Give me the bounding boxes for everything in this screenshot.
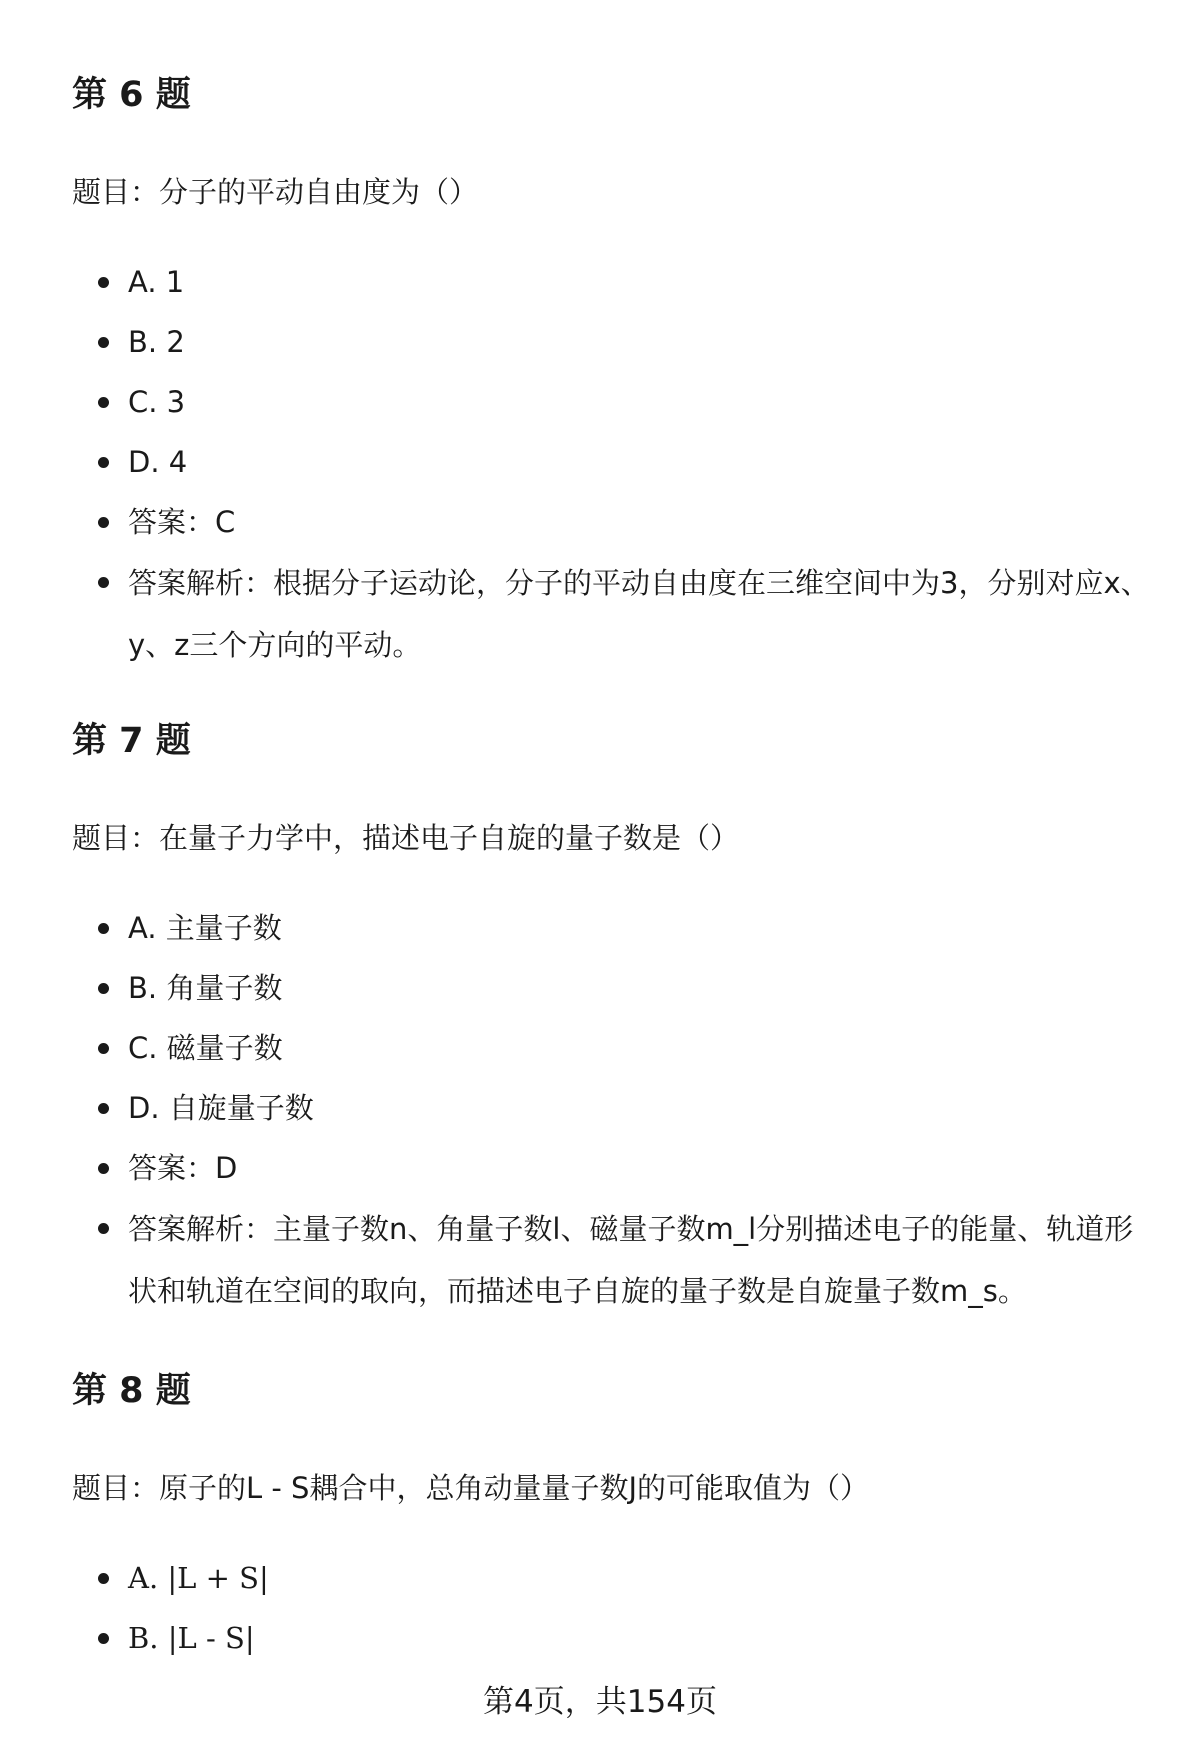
question-8-option-a: A. |L + S| xyxy=(72,1548,1152,1608)
question-7-answer: 答案：D xyxy=(72,1138,1152,1198)
question-7-option-c: C. 磁量子数 xyxy=(72,1018,1152,1078)
question-6-options xyxy=(72,252,1152,676)
question-6-answer: 答案：C xyxy=(72,492,1152,552)
question-8-option-b: B. |L - S| xyxy=(72,1608,1152,1668)
question-8-stem: 题目：原子的L - S耦合中，总角动量量子数J的可能取值为（） xyxy=(72,1471,870,1505)
question-7-explanation: 答案解析：主量子数n、角量子数l、磁量子数m_l分别描述电子的能量、轨道形状和轨道在空间的取向，而描述电子自旋的量子数是自旋量子数m_s。 xyxy=(72,1198,1152,1322)
question-6-option-a: A. 1 xyxy=(72,252,1152,312)
question-6-option-d: D. 4 xyxy=(72,432,1152,492)
question-7-option-d: D. 自旋量子数 xyxy=(72,1078,1152,1138)
question-7-options xyxy=(72,898,1152,1322)
question-8-options xyxy=(72,1548,1152,1668)
question-7-title: 第 7 题 xyxy=(72,721,191,761)
question-6-title: 第 6 题 xyxy=(72,75,191,115)
question-8-title: 第 8 题 xyxy=(72,1371,191,1411)
question-6-explanation: 答案解析：根据分子运动论，分子的平动自由度在三维空间中为3，分别对应x、y、z三个方向的平动。 xyxy=(72,552,1152,676)
question-7-option-a: A. 主量子数 xyxy=(72,898,1152,958)
question-7-option-b: B. 角量子数 xyxy=(72,958,1152,1018)
question-6-stem: 题目：分子的平动自由度为（） xyxy=(72,175,479,209)
page-number-footer: 第4页，共154页 xyxy=(483,1684,717,1720)
question-7-stem: 题目：在量子力学中，描述电子自旋的量子数是（） xyxy=(72,821,740,855)
question-6-option-b: B. 2 xyxy=(72,312,1152,372)
question-6-option-c: C. 3 xyxy=(72,372,1152,432)
